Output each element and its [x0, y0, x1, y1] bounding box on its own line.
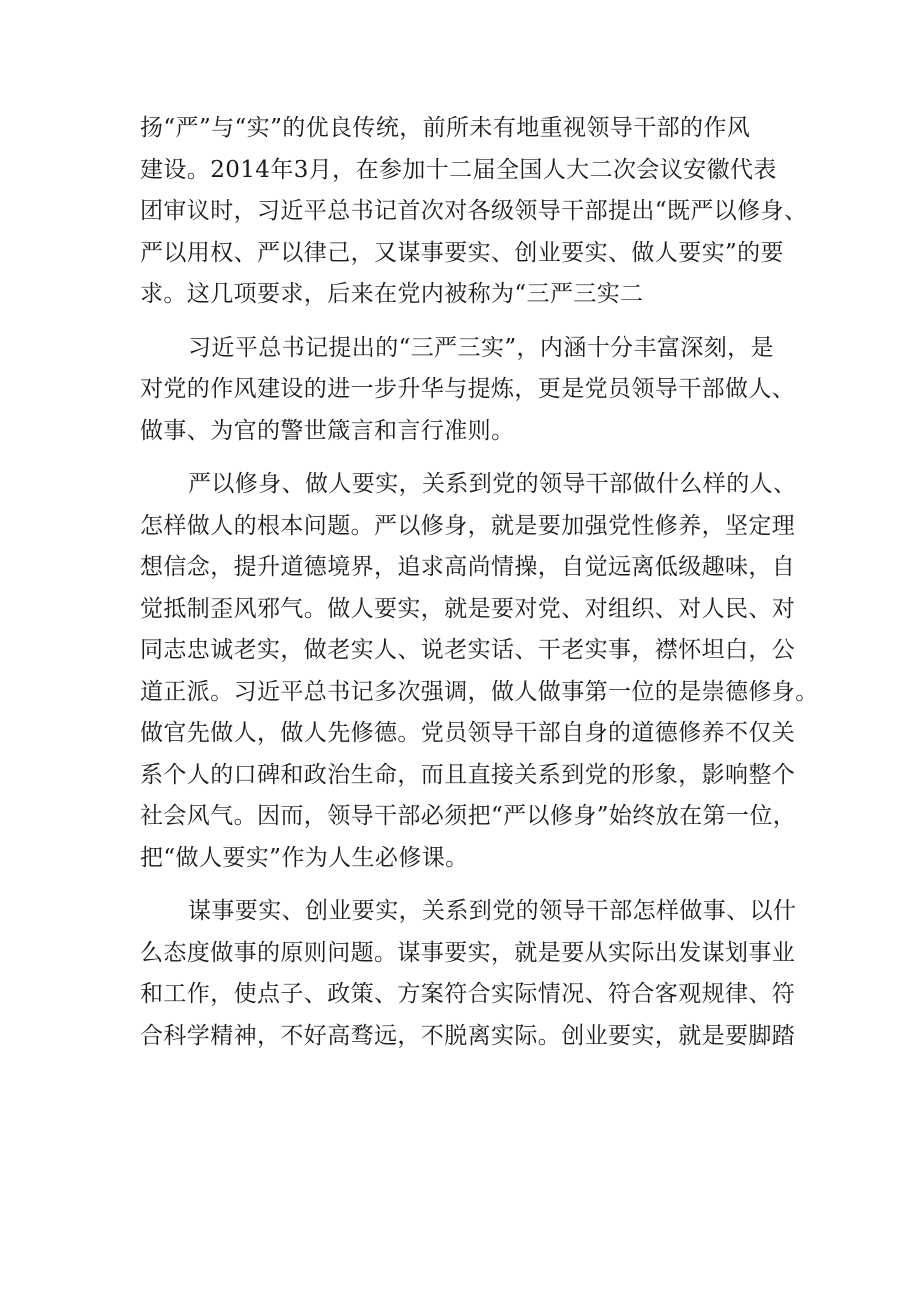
- text-line: 做事、为官的警世箴言和言行准则。: [140, 417, 515, 444]
- text-line: 严以用权、严以律己，又谋事要实、创业要实、做人要实”的要: [140, 239, 784, 266]
- text-line: 团审议时，习近平总书记首次对各级领导干部提出“既严以修身、: [140, 198, 808, 224]
- paragraph-2: [140, 328, 795, 453]
- text-line: 怎样做人的根本问题。严以修身，就是要加强党性修养，坚定理: [140, 512, 796, 539]
- paragraph-3: [140, 464, 819, 879]
- text-line: 习近平总书记提出的“三严三实”，内涵十分丰富深刻，是: [188, 334, 774, 361]
- text-line: 谋事要实、创业要实，关系到党的领导干部怎样做事、以什: [188, 898, 797, 924]
- document-body: [140, 108, 819, 1069]
- text-line: 么态度做事的原则问题。谋事要实，就是要从实际出发谋划事业: [140, 939, 796, 966]
- text-line: 想信念，提升道德境界，追求高尚情操，自觉远离低级趣味，自: [140, 554, 796, 580]
- text-line: 社会风气。因而，领导干部必须把“严以修身”始终放在第一位，: [140, 803, 797, 829]
- text-line: 把“做人要实”作为人生必修课。: [140, 844, 469, 871]
- text-line: 合科学精神，不好高骛远，不脱离实际。创业要实，就是要脚踏: [140, 1022, 796, 1049]
- text-line: 道正派。习近平总书记多次强调，做人做事第一位的是崇德修身。: [140, 678, 819, 705]
- text-line: 同志忠诚老实，做老实人、说老实话、干老实事，襟怀坦白，公: [140, 637, 796, 663]
- text-line: 严以修身、做人要实，关系到党的领导干部做什么样的人、: [188, 471, 797, 497]
- text-line: 对党的作风建设的进一步升华与提炼，更是党员领导干部做人、: [140, 376, 796, 402]
- paragraph-1: [140, 108, 808, 316]
- text-line: 和工作，使点子、政策、方案符合实际情况、符合客观规律、符: [140, 981, 796, 1007]
- text-line: 做官先做人，做人先修德。党员领导干部自身的道德修养不仅关: [140, 720, 796, 746]
- text-line: 求。这几项要求，后来在党内被称为“三严三实二: [140, 281, 644, 307]
- text-line: 觉抵制歪风邪气。做人要实，就是要对党、对组织、对人民、对: [140, 595, 796, 622]
- text-line: 系个人的口碑和政治生命，而且直接关系到党的形象，影响整个: [140, 761, 796, 788]
- text-line: 扬“严”与“实”的优良传统，前所未有地重视领导干部的作风: [140, 115, 751, 141]
- paragraph-4: [140, 891, 795, 1057]
- text-line: 建设。2014年3月，在参加十二届全国人大二次会议安徽代表: [140, 156, 777, 183]
